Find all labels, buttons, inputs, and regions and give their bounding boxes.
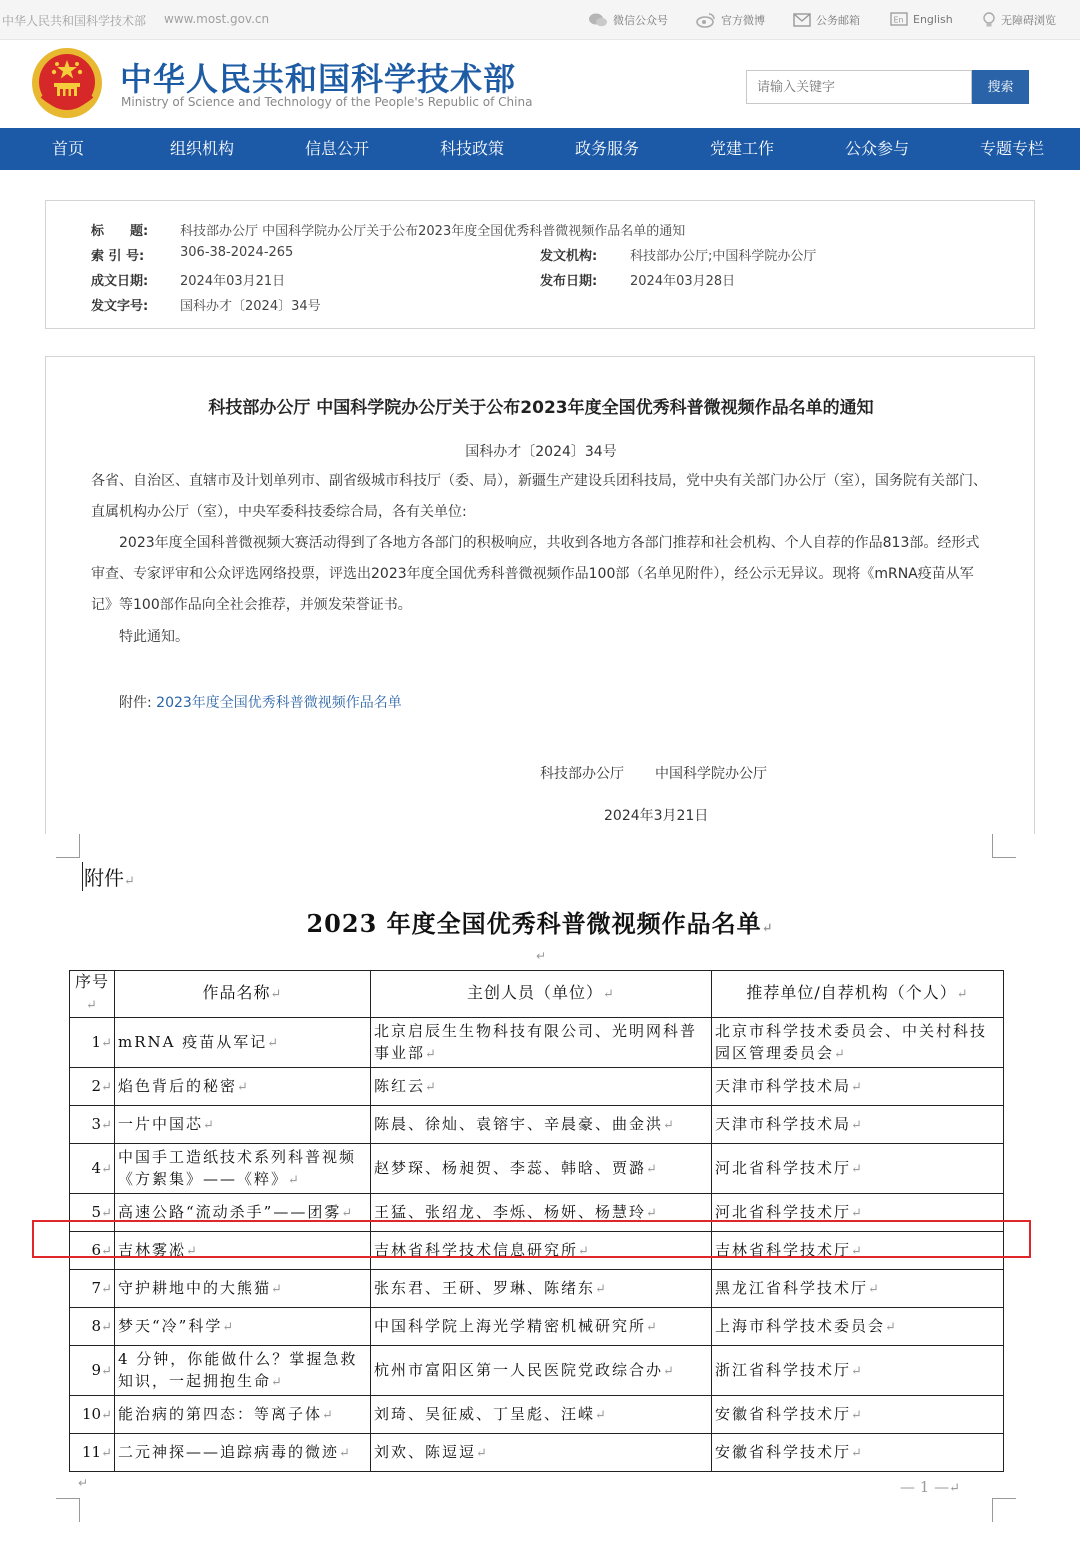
article-body <box>45 356 1035 834</box>
paragraph-mark: ↵ <box>646 1161 659 1177</box>
weibo-icon <box>696 12 716 28</box>
cell-creator <box>371 1270 712 1308</box>
paragraph-mark: ↵ <box>78 1476 89 1490</box>
cell-name <box>115 1106 371 1144</box>
cell-no-text: 4 <box>91 1158 102 1177</box>
cell-recommender <box>712 1270 1004 1308</box>
cell-creator-text: 张东君、王研、罗琳、陈绪东 <box>374 1278 596 1297</box>
paragraph-mark: ↵ <box>271 1281 284 1297</box>
paragraph-mark: ↵ <box>536 949 547 963</box>
cell-no-text: 3 <box>91 1114 102 1133</box>
paragraph-mark: ↵ <box>288 1172 301 1188</box>
article-doc-number: 国科办才〔2024〕34号 <box>465 444 617 460</box>
cell-creator-text: 北京启辰生生物科技有限公司、光明网科普事业部 <box>374 1021 698 1062</box>
cell-recommender <box>712 1396 1004 1434</box>
cell-no-text: 11 <box>82 1442 102 1461</box>
header-name: 作品名称↵ <box>115 971 371 1018</box>
cell-creator <box>371 1308 712 1346</box>
cell-name <box>115 1270 371 1308</box>
cell-no <box>70 1434 115 1472</box>
lightbulb-icon <box>982 12 996 28</box>
paragraph-mark: ↵ <box>851 1243 864 1259</box>
email-label: 公务邮箱 <box>816 14 860 27</box>
cell-name-text: 二元神探——追踪病毒的微迹 <box>118 1442 340 1461</box>
cell-no-text: 7 <box>91 1278 102 1297</box>
paragraph-mark: ↵ <box>267 1035 281 1051</box>
table-row <box>70 1106 1004 1144</box>
paragraph-mark: ↵ <box>868 1281 881 1297</box>
cell-no-text: 9 <box>91 1360 102 1379</box>
highlight-box <box>32 1220 1031 1258</box>
signature-date: 2024年3月21日 <box>604 808 709 824</box>
cell-name-text: 梦天“冷”科学 <box>118 1316 223 1335</box>
wechat-icon <box>588 12 608 28</box>
paragraph-mark: ↵ <box>271 1374 284 1390</box>
cell-name-text: 一片中国芯 <box>118 1114 204 1133</box>
cell-recommender-text: 河北省科学技术厅 <box>715 1202 852 1221</box>
paragraph-mark: ↵ <box>425 1046 438 1062</box>
cell-no <box>70 1068 115 1106</box>
accessible-link[interactable] <box>982 12 1056 28</box>
paragraph-mark: ↵ <box>322 1407 335 1423</box>
meta-published-value: 2024年03月28日 <box>630 274 736 289</box>
site-header <box>0 40 1080 128</box>
paragraph-mark: ↵ <box>834 1046 847 1062</box>
cell-creator <box>371 1068 712 1106</box>
paragraph-mark: ↵ <box>101 1281 112 1297</box>
meta-created-value: 2024年03月21日 <box>180 274 286 289</box>
header-creator-text: 主创人员（单位） <box>467 983 604 1002</box>
paragraph-mark: ↵ <box>851 1407 864 1423</box>
paragraph-mark: ↵ <box>578 1243 591 1259</box>
paragraph-mark: ↵ <box>101 1117 112 1133</box>
cell-name <box>115 1018 371 1068</box>
header-name-text: 作品名称 <box>202 983 271 1002</box>
header-creator: 主创人员（单位）↵ <box>371 971 712 1018</box>
paragraph-mark: ↵ <box>237 1079 250 1095</box>
crop-mark <box>992 1498 1016 1522</box>
paragraph-mark: ↵ <box>101 1407 112 1423</box>
cell-recommender <box>712 1308 1004 1346</box>
cell-creator-text: 王猛、张绍龙、李烁、杨妍、杨慧玲 <box>374 1202 647 1221</box>
attachment-label: 附件: <box>119 695 152 711</box>
paragraph-mark: ↵ <box>851 1079 864 1095</box>
cell-no <box>70 1308 115 1346</box>
cell-no-text: 1 <box>91 1032 102 1051</box>
table-row <box>70 1434 1004 1472</box>
attachment-link[interactable]: 2023年度全国优秀科普微视频作品名单 <box>156 695 402 711</box>
weibo-link[interactable] <box>696 12 765 28</box>
nav-party[interactable]: 党建工作 <box>710 139 775 158</box>
cell-no <box>70 1144 115 1194</box>
main-nav <box>0 128 1080 170</box>
crop-mark <box>56 834 80 858</box>
paragraph-mark: ↵ <box>476 1445 489 1461</box>
meta-published-label: 发布日期: <box>540 274 598 289</box>
cell-recommender <box>712 1144 1004 1194</box>
meta-index-value: 306-38-2024-265 <box>180 245 294 260</box>
cell-recommender-text: 天津市科学技术局 <box>715 1076 852 1095</box>
paragraph-mark: ↵ <box>425 1079 438 1095</box>
paragraph-mark: ↵ <box>101 1079 112 1095</box>
nav-participation[interactable]: 公众参与 <box>845 139 910 158</box>
cell-name <box>115 1308 371 1346</box>
cell-no-text: 6 <box>91 1240 102 1259</box>
site-title[interactable]: 中华人民共和国科学技术部 <box>120 60 517 98</box>
cell-creator <box>371 1434 712 1472</box>
nav-topics[interactable]: 专题专栏 <box>980 139 1045 158</box>
cell-recommender-text: 北京市科学技术委员会、中关村科技园区管理委员会 <box>715 1021 988 1062</box>
paragraph-mark: ↵ <box>663 1117 676 1133</box>
top-utility-bar <box>0 0 1080 40</box>
cell-no <box>70 1346 115 1396</box>
paragraph-mark: ↵ <box>851 1445 864 1461</box>
table-row <box>70 1270 1004 1308</box>
cell-no-text: 10 <box>82 1404 102 1423</box>
cell-name-text: 吉林雾凇 <box>118 1240 187 1259</box>
table-row <box>70 1068 1004 1106</box>
cell-creator-text: 陈红云 <box>374 1076 426 1095</box>
header-no-text: 序号 <box>74 972 109 991</box>
cell-recommender <box>712 1106 1004 1144</box>
cell-creator-text: 刘欢、陈逗逗 <box>374 1442 477 1461</box>
wechat-label: 微信公众号 <box>613 14 668 27</box>
meta-created-label: 成文日期: <box>91 274 149 289</box>
cell-no <box>70 1396 115 1434</box>
nav-information[interactable]: 信息公开 <box>305 139 370 158</box>
table-row <box>70 1346 1004 1396</box>
meta-issuer-value: 科技部办公厅;中国科学院办公厅 <box>630 249 817 264</box>
cell-creator <box>371 1346 712 1396</box>
paragraph-mark: ↵ <box>646 1319 659 1335</box>
paragraph-mark: ↵ <box>851 1161 864 1177</box>
site-title-english: Ministry of Science and Technology of the People's Republic of China <box>121 95 533 109</box>
cell-recommender-text: 黑龙江省科学技术厅 <box>715 1278 869 1297</box>
crop-mark <box>56 1498 80 1522</box>
cell-name <box>115 1144 371 1194</box>
national-emblem-icon[interactable] <box>30 46 104 120</box>
paragraph-mark: ↵ <box>186 1243 199 1259</box>
header-recommender-text: 推荐单位/自荐机构（个人） <box>746 983 957 1002</box>
document-title: 2023 年度全国优秀科普微视频作品名单↵ <box>306 909 774 938</box>
cell-recommender-text: 吉林省科学技术厅 <box>715 1240 852 1259</box>
cell-recommender-text: 安徽省科学技术厅 <box>715 1404 852 1423</box>
weibo-label: 官方微博 <box>721 14 765 27</box>
cell-creator-text: 陈晨、徐灿、袁镕宇、辛晨豪、曲金洪 <box>374 1114 664 1133</box>
cell-name-text: 守护耕地中的大熊猫 <box>118 1278 272 1297</box>
meta-index-label: 索 引 号: <box>91 249 145 264</box>
cell-no-text: 8 <box>91 1316 102 1335</box>
cell-creator <box>371 1144 712 1194</box>
english-link[interactable] <box>890 12 953 26</box>
cell-recommender-text: 河北省科学技术厅 <box>715 1158 852 1177</box>
search-input[interactable] <box>746 70 972 104</box>
paragraph-mark: ↵ <box>851 1205 864 1221</box>
cell-name <box>115 1396 371 1434</box>
attachment-heading: 附件↵ <box>82 862 135 891</box>
cell-no <box>70 1018 115 1068</box>
cell-recommender <box>712 1434 1004 1472</box>
mail-icon <box>793 13 811 27</box>
cell-creator-text: 刘琦、吴征威、丁呈彪、汪嵘 <box>374 1404 596 1423</box>
article-closing: 特此通知。 <box>119 629 189 645</box>
crop-mark <box>992 834 1016 858</box>
cell-recommender-text: 安徽省科学技术厅 <box>715 1442 852 1461</box>
cell-recommender-text: 浙江省科学技术厅 <box>715 1360 852 1379</box>
signer-most: 科技部办公厅 <box>540 766 624 782</box>
paragraph-mark: ↵ <box>595 1407 608 1423</box>
meta-title-value: 科技部办公厅 中国科学院办公厅关于公布2023年度全国优秀科普微视频作品名单的通知 <box>180 224 686 239</box>
meta-docno-value: 国科办才〔2024〕34号 <box>180 299 321 314</box>
cell-creator-text: 吉林省科学技术信息研究所 <box>374 1240 579 1259</box>
paragraph-mark: ↵ <box>222 1319 236 1335</box>
nav-policy[interactable]: 科技政策 <box>440 139 505 158</box>
cell-name-text: 能治病的第四态：等离子体 <box>118 1404 323 1423</box>
email-link[interactable] <box>793 12 860 28</box>
paragraph-mark: ↵ <box>101 1445 112 1461</box>
attachment-document-page <box>0 834 1080 1545</box>
paragraph-mark: ↵ <box>646 1205 659 1221</box>
nav-organization[interactable]: 组织机构 <box>170 139 235 158</box>
search-button[interactable]: 搜索 <box>972 70 1029 104</box>
paragraph-mark: ↵ <box>203 1117 216 1133</box>
paragraph-mark: ↵ <box>101 1035 112 1051</box>
paragraph-mark: ↵ <box>663 1363 676 1379</box>
paragraph-mark: ↵ <box>341 1205 355 1221</box>
cell-name <box>115 1068 371 1106</box>
paragraph-mark: ↵ <box>339 1445 352 1461</box>
signer-cas: 中国科学院办公厅 <box>655 766 767 782</box>
site-name[interactable]: 中华人民共和国科学技术部 <box>2 14 147 28</box>
cell-no-text: 2 <box>91 1076 102 1095</box>
cell-creator <box>371 1018 712 1068</box>
article-paragraph: 2023年度全国科普微视频大赛活动得到了各地方各部门的积极响应，共收到各地方各部门推荐和社会机构、个人自荐的作品813部。经形式审查、专家评审和公众评选网络投票，评选出2023年度全国优秀科普微视频作品100部（名单见附件），经公示无异议。现将《mRNA疫苗从军记》等100部作品向全社会推荐，并颁发荣誉证书。 <box>91 535 980 613</box>
cell-creator-text: 杭州市富阳区第一人民医院党政综合办 <box>374 1360 664 1379</box>
paragraph-mark: ↵ <box>851 1363 864 1379</box>
cell-name-text: 焰色背后的秘密 <box>118 1076 238 1095</box>
meta-issuer-label: 发文机构: <box>540 249 598 264</box>
site-url[interactable]: www.most.gov.cn <box>164 12 270 26</box>
english-icon <box>890 12 908 26</box>
paragraph-mark: ↵ <box>885 1319 898 1335</box>
paragraph-mark: ↵ <box>101 1205 112 1221</box>
page-number-text: — 1 — <box>900 1478 950 1496</box>
table-header-row <box>70 971 1004 1018</box>
cell-recommender <box>712 1068 1004 1106</box>
cell-name-text: mRNA 疫苗从军记 <box>118 1032 268 1051</box>
header-recommender: 推荐单位/自荐机构（个人）↵ <box>712 971 1004 1018</box>
svg-text:En: En <box>893 15 904 25</box>
document-metadata <box>45 200 1035 329</box>
cell-creator <box>371 1106 712 1144</box>
article-title: 科技部办公厅 中国科学院办公厅关于公布2023年度全国优秀科普微视频作品名单的通知 <box>208 398 874 418</box>
english-label: English <box>913 12 953 26</box>
cell-recommender <box>712 1346 1004 1396</box>
meta-title-label: 标 题: <box>91 224 149 239</box>
cell-name-text: 4 分钟，你能做什么？掌握急救知识，一起拥抱生命 <box>118 1349 358 1390</box>
cell-name-text: 高速公路“流动杀手”——团雾 <box>118 1202 342 1221</box>
nav-home[interactable]: 首页 <box>52 139 85 158</box>
accessible-label: 无障碍浏览 <box>1001 14 1056 27</box>
cell-creator <box>371 1396 712 1434</box>
attachment-line <box>119 692 402 712</box>
article-salutation: 各省、自治区、直辖市及计划单列市、副省级城市科技厅（委、局），新疆生产建设兵团科技局，党中央有关部门办公厅（室），国务院有关部门、直属机构办公厅（室），中央军委科技委综合局，各有关单位: <box>91 473 987 520</box>
table-row <box>70 1144 1004 1194</box>
cell-name <box>115 1346 371 1396</box>
table-row <box>70 1018 1004 1068</box>
nav-services[interactable]: 政务服务 <box>575 139 640 158</box>
paragraph-mark: ↵ <box>101 1363 112 1379</box>
paragraph-mark: ↵ <box>101 1243 112 1259</box>
table-row <box>70 1308 1004 1346</box>
paragraph-mark: ↵ <box>851 1117 864 1133</box>
header-no: 序号↵ <box>70 971 115 1018</box>
meta-docno-label: 发文字号: <box>91 299 149 314</box>
cell-no-text: 5 <box>91 1202 102 1221</box>
cell-recommender <box>712 1018 1004 1068</box>
paragraph-mark: ↵ <box>101 1319 112 1335</box>
cell-no <box>70 1106 115 1144</box>
cell-creator-text: 中国科学院上海光学精密机械研究所 <box>374 1316 647 1335</box>
table-row <box>70 1396 1004 1434</box>
paragraph-mark: ↵ <box>595 1281 608 1297</box>
cell-creator-text: 赵梦琛、杨昶贺、李蕊、韩晗、贾潞 <box>374 1158 647 1177</box>
document-title-text: 2023 年度全国优秀科普微视频作品名单 <box>306 909 762 938</box>
cell-name <box>115 1434 371 1472</box>
page-number: — 1 —↵ <box>900 1478 960 1496</box>
cell-recommender-text: 上海市科学技术委员会 <box>715 1316 886 1335</box>
cell-no <box>70 1270 115 1308</box>
attachment-heading-text: 附件 <box>84 866 124 890</box>
cell-name-text: 中国手工造纸技术系列科普视频《方絮集》——《粹》 <box>118 1147 357 1188</box>
paragraph-mark: ↵ <box>101 1161 112 1177</box>
cell-recommender-text: 天津市科学技术局 <box>715 1114 852 1133</box>
wechat-link[interactable] <box>588 12 668 28</box>
